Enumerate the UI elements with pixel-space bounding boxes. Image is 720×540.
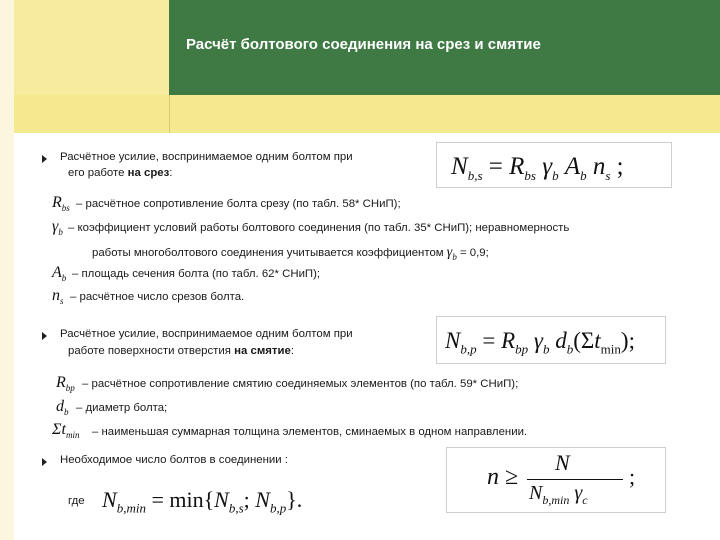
header-divider [169,95,170,133]
item2-line1: Расчётное усилие, воспринимаемое одним болтом при [60,328,353,340]
header-yellow-block [14,0,169,95]
def-db-text: – диаметр болта; [76,402,168,414]
def-gb-symbol: $\gamma_b$ [52,218,63,238]
formula-shear: $N_{b,s} = R_{bs}$ $\gamma_b$ $A_b$ $n_s$ ; [451,153,624,183]
formula-shear-box [436,142,672,188]
formula-count-end: ; [629,464,636,489]
def-sum-t-text: – наименьшая суммарная толщина элементов, сминаемых в одном направлении. [92,426,528,438]
item1-line2: его работе на срез: [68,167,173,179]
formula-bearing-box [436,316,666,364]
item1-line1: Расчётное усилие, воспринимаемое одним болтом при [60,151,353,163]
def-sum-t-symbol: $\Sigma t_{min}$ [52,421,80,441]
formula-count-numerator: N [555,450,570,475]
fraction-bar [527,479,623,480]
where-label: где [68,495,85,507]
def-gb-text2: работы многоболтового соединения учитывается коэффициентом $\gamma_b = 0,9$; [92,245,489,262]
def-gb-text: – коэффициент условий работы болтового соединения (по табл. 35* СНиП); неравномерность [68,222,570,234]
formula-count-box [446,447,666,513]
slide-title: Расчёт болтового соединения на срез и смятие [186,36,541,53]
def-db-symbol: $d_b$ [56,398,69,418]
bullet-arrow-icon [42,458,47,466]
formula-bearing: $N_{b,p} = R_{bp}$ $\gamma_b$ $d_b(\Sigma t_{min})$; [445,328,635,357]
formula-count-denominator: $N_{b,min}$ $\gamma_c$ [529,482,588,507]
left-decor-band [0,0,14,540]
bullet-arrow-icon [42,332,47,340]
def-ab-text: – площадь сечения болта (по табл. 62* СНиП); [72,268,321,280]
def-rbs-symbol: $R_{bs}$ [52,194,70,214]
def-ns-text: – расчётное число срезов болта. [70,291,245,303]
def-ab-symbol: $A_b$ [52,264,67,284]
bullet-arrow-icon [42,155,47,163]
item3-line1: Необходимое число болтов в соединении : [60,454,288,466]
def-rbp-symbol: $R_{bp}$ [56,374,75,394]
def-ns-symbol: $n_s$ [52,287,64,307]
def-rbs-text: – расчётное сопротивление болта срезу (по табл. 58* СНиП); [76,198,401,210]
header-yellow-band [14,95,720,133]
def-rbp-text: – расчётное сопротивление смятию соединяемых элементов (по табл. 59* СНиП); [82,378,519,390]
formula-nbmin: $N_{b,min} = \min\{N_{b,s}$; $N_{b,p}$}. [102,487,303,516]
item2-line2: работе поверхности отверстия на смятие: [68,345,294,357]
formula-count-lhs: n ≥ [487,464,519,490]
